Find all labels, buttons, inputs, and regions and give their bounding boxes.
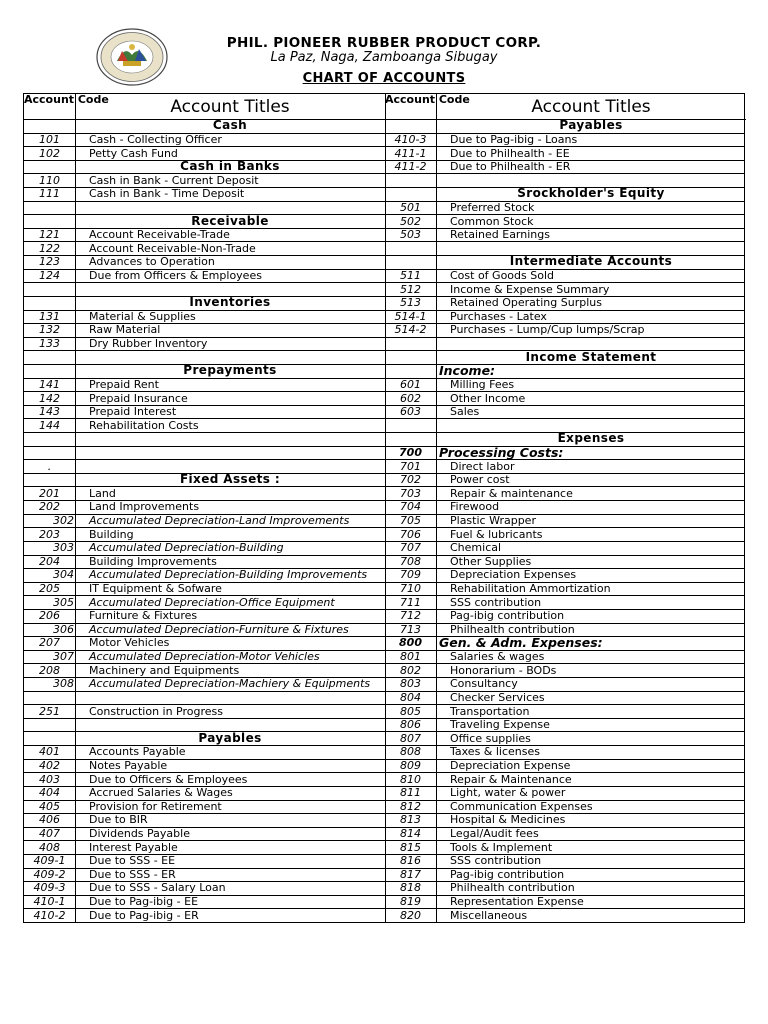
account-code: 811 bbox=[400, 786, 421, 800]
account-title: Common Stock bbox=[450, 214, 534, 228]
account-code: 511 bbox=[400, 269, 421, 283]
right-code-header: Account Code bbox=[385, 93, 470, 106]
account-title: Accumulated Depreciation-Machiery & Equipments bbox=[89, 677, 371, 691]
account-code: 804 bbox=[400, 690, 421, 704]
account-code: 813 bbox=[400, 813, 421, 827]
account-code: 602 bbox=[400, 391, 421, 405]
row-divider bbox=[385, 228, 745, 229]
row-divider bbox=[385, 677, 745, 678]
row-divider bbox=[385, 691, 745, 692]
account-title: Legal/Audit fees bbox=[450, 827, 539, 841]
section-heading: Expenses bbox=[557, 431, 625, 446]
row-divider bbox=[385, 922, 745, 923]
account-code: 808 bbox=[400, 745, 421, 759]
account-code: 708 bbox=[400, 554, 421, 568]
row-divider bbox=[24, 691, 385, 692]
row-divider bbox=[385, 337, 745, 338]
account-code: 801 bbox=[400, 650, 421, 664]
account-title: Transportation bbox=[450, 704, 530, 718]
section-heading: Inventories bbox=[189, 295, 271, 310]
row-divider bbox=[24, 868, 385, 869]
account-title: Honorarium - BODs bbox=[450, 663, 557, 677]
row-divider bbox=[24, 527, 385, 528]
account-title: Plastic Wrapper bbox=[450, 514, 536, 527]
account-title: Chemical bbox=[450, 541, 502, 555]
account-code: 101 bbox=[39, 132, 60, 146]
row-divider bbox=[24, 759, 385, 760]
account-title: Miscellaneous bbox=[450, 908, 528, 922]
account-title: Land bbox=[89, 486, 116, 500]
account-title: Traveling Expense bbox=[450, 718, 550, 732]
account-code: 513 bbox=[400, 296, 421, 310]
account-title: Power cost bbox=[450, 473, 510, 487]
account-code: 405 bbox=[39, 799, 60, 813]
account-code: 601 bbox=[400, 377, 421, 391]
chart-of-accounts-table bbox=[23, 93, 745, 923]
row-divider bbox=[385, 908, 745, 909]
left-title-header: Account Titles bbox=[170, 97, 290, 117]
account-title: Purchases - Lump/Cup lumps/Scrap bbox=[450, 323, 645, 337]
row-divider bbox=[24, 378, 385, 379]
row-divider bbox=[24, 146, 385, 147]
account-code: 703 bbox=[400, 486, 421, 500]
account-title: SSS contribution bbox=[450, 595, 542, 609]
right-title-header: Account Titles bbox=[531, 97, 651, 117]
row-divider bbox=[385, 391, 745, 392]
sub-heading: Gen. & Adm. Expenses: bbox=[439, 635, 603, 651]
account-title: Rehabilitation Costs bbox=[89, 418, 199, 432]
row-divider bbox=[24, 405, 385, 406]
account-code: 409-1 bbox=[33, 854, 66, 868]
row-divider bbox=[385, 418, 745, 419]
account-code: 307 bbox=[53, 650, 74, 664]
account-code: 251 bbox=[39, 704, 60, 718]
account-title: Account Receivable-Trade bbox=[89, 228, 230, 242]
account-title: Furniture & Fixtures bbox=[89, 609, 198, 623]
account-title: Accumulated Depreciation-Motor Vehicles bbox=[89, 650, 320, 664]
section-heading: Receivable bbox=[191, 213, 269, 228]
account-title: Notes Payable bbox=[89, 758, 168, 772]
account-title: Depreciation Expense bbox=[450, 758, 571, 772]
account-title: Construction in Progress bbox=[89, 704, 224, 718]
account-title: Salaries & wages bbox=[450, 650, 545, 664]
account-code: 206 bbox=[39, 609, 60, 623]
account-title: Sales bbox=[450, 405, 480, 419]
account-title: Checker Services bbox=[450, 690, 545, 704]
account-code: 408 bbox=[39, 840, 60, 854]
account-title: Building Improvements bbox=[89, 554, 217, 568]
account-title: Repair & maintenance bbox=[450, 486, 573, 500]
account-code: 142 bbox=[39, 391, 60, 405]
account-code: 503 bbox=[400, 228, 421, 242]
account-code: 202 bbox=[39, 500, 60, 514]
account-title: Due to SSS - ER bbox=[89, 867, 176, 881]
row-divider bbox=[24, 827, 385, 828]
row-divider bbox=[385, 609, 745, 610]
account-code: 700 bbox=[399, 445, 422, 459]
account-code: 809 bbox=[400, 758, 421, 772]
document-title: CHART OF ACCOUNTS bbox=[302, 71, 466, 86]
row-divider bbox=[385, 241, 745, 242]
account-code: 411-2 bbox=[394, 160, 427, 174]
account-title: Philhealth contribution bbox=[450, 881, 575, 895]
account-code: 409-3 bbox=[33, 881, 66, 895]
row-divider bbox=[385, 827, 745, 828]
row-divider bbox=[24, 310, 385, 311]
account-title: Representation Expense bbox=[450, 895, 584, 909]
section-heading: Srockholder's Equity bbox=[517, 186, 665, 201]
account-code: 402 bbox=[39, 758, 60, 772]
section-heading: Intermediate Accounts bbox=[509, 254, 673, 269]
row-divider bbox=[24, 840, 385, 841]
row-divider bbox=[385, 214, 745, 215]
account-code: 817 bbox=[400, 867, 421, 881]
account-code: 711 bbox=[400, 595, 421, 609]
account-code: 123 bbox=[39, 255, 60, 269]
account-title: Cash in Bank - Current Deposit bbox=[89, 173, 259, 187]
account-title: Due to SSS - EE bbox=[89, 854, 176, 868]
account-title: Prepaid Insurance bbox=[89, 391, 188, 405]
account-title: Material & Supplies bbox=[89, 309, 196, 323]
account-code: 144 bbox=[39, 418, 60, 432]
account-code: 302 bbox=[53, 514, 74, 527]
account-title: Cash - Collecting Officer bbox=[89, 132, 222, 146]
account-code: 806 bbox=[400, 718, 421, 732]
row-divider bbox=[385, 473, 745, 474]
account-code: 501 bbox=[400, 200, 421, 214]
account-code: 124 bbox=[39, 269, 60, 283]
account-title: Depreciation Expenses bbox=[450, 568, 577, 582]
account-code: 306 bbox=[53, 622, 74, 636]
account-code: 411-1 bbox=[394, 146, 427, 160]
row-divider bbox=[24, 745, 385, 746]
account-title: Other Supplies bbox=[450, 554, 532, 568]
account-code: 713 bbox=[400, 622, 421, 636]
section-heading: Prepayments bbox=[183, 363, 277, 378]
row-divider bbox=[385, 201, 745, 202]
account-code: 208 bbox=[39, 663, 60, 677]
account-code: 702 bbox=[400, 473, 421, 487]
account-code: 514-2 bbox=[394, 323, 427, 337]
account-title: Firewood bbox=[450, 500, 500, 514]
account-code: 814 bbox=[400, 827, 421, 841]
account-code: 305 bbox=[53, 595, 74, 609]
account-code: 705 bbox=[400, 514, 421, 527]
row-divider bbox=[385, 595, 745, 596]
section-heading: Income Statement bbox=[525, 349, 657, 364]
account-code: 820 bbox=[400, 908, 421, 922]
account-title: Accounts Payable bbox=[89, 745, 186, 759]
account-title: Cash in Bank - Time Deposit bbox=[89, 187, 245, 201]
account-code: 205 bbox=[39, 582, 60, 596]
account-title: SSS contribution bbox=[450, 854, 542, 868]
row-divider bbox=[385, 868, 745, 869]
account-title: Provision for Retirement bbox=[89, 799, 222, 813]
account-title: Cost of Goods Sold bbox=[450, 269, 554, 283]
account-code: 141 bbox=[39, 377, 60, 391]
account-title: Accumulated Depreciation-Furniture & Fixtures bbox=[89, 622, 349, 636]
account-title: Other Income bbox=[450, 391, 526, 405]
account-title: Due to BIR bbox=[89, 813, 148, 827]
row-divider bbox=[385, 514, 745, 515]
row-divider bbox=[385, 405, 745, 406]
section-heading: Fixed Assets : bbox=[179, 472, 281, 487]
row-divider bbox=[24, 459, 385, 460]
account-title: Dividends Payable bbox=[89, 827, 190, 841]
account-title: Purchases - Latex bbox=[450, 309, 547, 323]
account-title: Land Improvements bbox=[89, 500, 200, 514]
account-title: Office supplies bbox=[450, 731, 531, 745]
account-code: 110 bbox=[39, 173, 60, 187]
account-title: Due to Pag-ibig - ER bbox=[89, 908, 199, 922]
column-divider bbox=[436, 94, 437, 922]
account-title: Accumulated Depreciation-Building bbox=[89, 541, 284, 555]
account-code: 207 bbox=[39, 636, 60, 650]
account-code: 203 bbox=[39, 527, 60, 541]
row-divider bbox=[385, 555, 745, 556]
section-heading: Payables bbox=[198, 730, 262, 745]
account-code: 807 bbox=[400, 731, 421, 745]
account-code: 710 bbox=[400, 582, 421, 596]
account-title: Fuel & lubricants bbox=[450, 527, 543, 541]
account-title: Accumulated Depreciation-Building Improvements bbox=[89, 568, 368, 582]
row-divider bbox=[24, 350, 385, 351]
row-divider bbox=[24, 895, 385, 896]
account-code: 410-1 bbox=[33, 895, 66, 909]
row-divider bbox=[385, 731, 745, 732]
account-code: 308 bbox=[53, 677, 74, 691]
account-title: Prepaid Interest bbox=[89, 405, 177, 419]
sub-heading: Processing Costs: bbox=[439, 444, 564, 460]
account-code: 410-3 bbox=[394, 132, 427, 146]
account-code: 406 bbox=[39, 813, 60, 827]
row-divider bbox=[385, 173, 745, 174]
account-code: 815 bbox=[400, 840, 421, 854]
row-divider bbox=[24, 418, 385, 419]
account-code: 818 bbox=[400, 881, 421, 895]
row-divider bbox=[24, 636, 385, 637]
account-title: Due to Pag-ibig - EE bbox=[89, 895, 199, 909]
account-title: Prepaid Rent bbox=[89, 377, 159, 391]
row-divider bbox=[385, 745, 745, 746]
row-divider bbox=[385, 854, 745, 855]
row-divider bbox=[385, 527, 745, 528]
account-code: 803 bbox=[400, 677, 421, 691]
account-code: 131 bbox=[39, 309, 60, 323]
account-title: Preferred Stock bbox=[450, 200, 535, 214]
row-divider bbox=[385, 310, 745, 311]
account-code: 709 bbox=[400, 568, 421, 582]
account-code: 401 bbox=[39, 745, 60, 759]
account-code: 121 bbox=[39, 228, 60, 242]
account-title: Income & Expense Summary bbox=[450, 282, 610, 296]
account-title: Accumulated Depreciation-Land Improvements bbox=[89, 514, 350, 527]
account-code: 404 bbox=[39, 786, 60, 800]
account-code: 805 bbox=[400, 704, 421, 718]
account-title: Philhealth contribution bbox=[450, 622, 575, 636]
account-code: 712 bbox=[400, 609, 421, 623]
account-title: Taxes & licenses bbox=[450, 745, 541, 759]
account-code: 707 bbox=[400, 541, 421, 555]
account-code: 704 bbox=[400, 500, 421, 514]
account-code: 802 bbox=[400, 663, 421, 677]
row-divider bbox=[24, 201, 385, 202]
account-code: 111 bbox=[39, 187, 60, 201]
row-divider bbox=[24, 391, 385, 392]
account-code: 816 bbox=[400, 854, 421, 868]
account-title: Interest Payable bbox=[89, 840, 178, 854]
account-title: Milling Fees bbox=[450, 377, 515, 391]
row-divider bbox=[24, 432, 385, 433]
account-title: Retained Earnings bbox=[450, 228, 550, 242]
account-title: Building bbox=[89, 527, 134, 541]
row-divider bbox=[24, 282, 385, 283]
account-title: Rehabilitation Ammortization bbox=[450, 582, 611, 596]
row-divider bbox=[385, 663, 745, 664]
account-code: 303 bbox=[53, 541, 74, 555]
account-title: Pag-ibig contribution bbox=[450, 609, 565, 623]
account-code: 410-2 bbox=[33, 908, 66, 922]
row-divider bbox=[385, 704, 745, 705]
account-title: Motor Vehicles bbox=[89, 636, 170, 650]
account-code: 810 bbox=[400, 772, 421, 786]
row-divider bbox=[24, 908, 385, 909]
section-heading: Payables bbox=[559, 118, 623, 133]
row-divider bbox=[24, 446, 385, 447]
account-title: Due to Philhealth - ER bbox=[450, 160, 571, 174]
section-heading: Cash in Banks bbox=[180, 159, 280, 174]
account-code: 409-2 bbox=[33, 867, 66, 881]
account-title: Raw Material bbox=[89, 323, 161, 337]
account-code: 102 bbox=[39, 146, 60, 160]
row-divider bbox=[24, 486, 385, 487]
account-title: Advances to Operation bbox=[89, 255, 215, 269]
account-title: Due to Philhealth - EE bbox=[450, 146, 570, 160]
account-code: 603 bbox=[400, 405, 421, 419]
row-divider bbox=[385, 718, 745, 719]
account-code: 512 bbox=[400, 282, 421, 296]
account-title: Accrued Salaries & Wages bbox=[89, 786, 233, 800]
account-title: IT Equipment & Sofware bbox=[89, 582, 222, 596]
row-divider bbox=[24, 922, 385, 923]
account-code: . bbox=[47, 459, 52, 473]
account-title: Dry Rubber Inventory bbox=[89, 337, 208, 351]
row-divider bbox=[24, 718, 385, 719]
account-code: 132 bbox=[39, 323, 60, 337]
account-title: Account Receivable-Non-Trade bbox=[89, 241, 256, 255]
account-title: Machinery and Equipments bbox=[89, 663, 240, 677]
account-code: 201 bbox=[39, 486, 60, 500]
account-title: Due from Officers & Employees bbox=[89, 269, 262, 283]
account-title: Tools & Implement bbox=[450, 840, 553, 854]
account-code: 706 bbox=[400, 527, 421, 541]
account-title: Petty Cash Fund bbox=[89, 146, 178, 160]
account-code: 122 bbox=[39, 241, 60, 255]
account-code: 812 bbox=[400, 799, 421, 813]
sub-heading: Income: bbox=[439, 363, 496, 379]
account-code: 701 bbox=[400, 459, 421, 473]
company-address: La Paz, Naga, Zamboanga Sibugay bbox=[270, 50, 498, 65]
account-code: 514-1 bbox=[394, 309, 427, 323]
account-code: 133 bbox=[39, 337, 60, 351]
account-title: Due to Officers & Employees bbox=[89, 772, 248, 786]
section-heading: Cash bbox=[212, 118, 248, 133]
account-title: Due to SSS - Salary Loan bbox=[89, 881, 226, 895]
account-title: Direct labor bbox=[450, 459, 515, 473]
account-code: 800 bbox=[399, 636, 422, 650]
account-code: 502 bbox=[400, 214, 421, 228]
account-title: Communication Expenses bbox=[450, 799, 593, 813]
account-code: 819 bbox=[400, 895, 421, 909]
account-title: Hospital & Medicines bbox=[450, 813, 566, 827]
account-code: 143 bbox=[39, 405, 60, 419]
account-title: Due to Pag-ibig - Loans bbox=[450, 132, 578, 146]
account-title: Repair & Maintenance bbox=[450, 772, 572, 786]
account-title: Accumulated Depreciation-Office Equipment bbox=[89, 595, 335, 609]
row-divider bbox=[385, 269, 745, 270]
left-code-header: Account Code bbox=[24, 93, 109, 106]
row-divider bbox=[24, 323, 385, 324]
account-code: 304 bbox=[53, 568, 74, 582]
account-title: Consultancy bbox=[450, 677, 518, 691]
account-code: 403 bbox=[39, 772, 60, 786]
account-title: Pag-ibig contribution bbox=[450, 867, 565, 881]
row-divider bbox=[24, 854, 385, 855]
row-divider bbox=[385, 541, 745, 542]
account-code: 204 bbox=[39, 554, 60, 568]
account-code: 407 bbox=[39, 827, 60, 841]
company-name: PHIL. PIONEER RUBBER PRODUCT CORP. bbox=[226, 35, 542, 51]
row-divider bbox=[24, 813, 385, 814]
row-divider bbox=[385, 840, 745, 841]
row-divider bbox=[385, 500, 745, 501]
account-title: Light, water & power bbox=[450, 786, 566, 800]
row-divider bbox=[24, 500, 385, 501]
row-divider bbox=[24, 609, 385, 610]
account-title: Retained Operating Surplus bbox=[450, 296, 602, 310]
